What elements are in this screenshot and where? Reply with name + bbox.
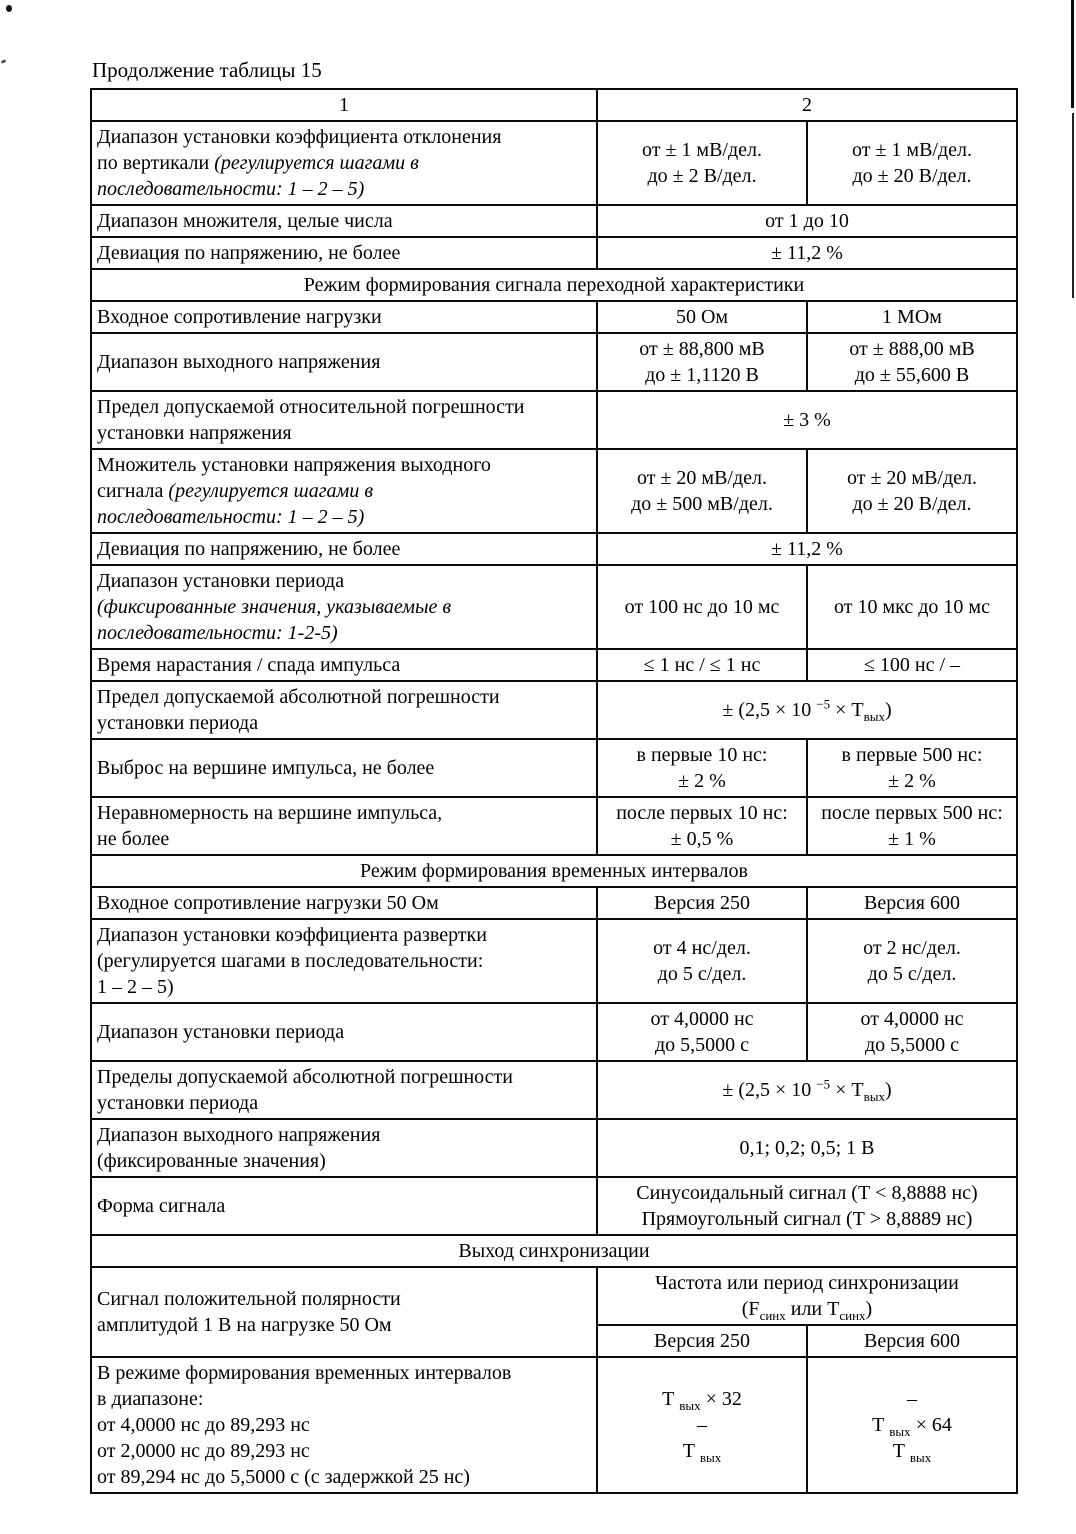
value-cell: ± 11,2 % [597, 237, 1017, 269]
section-title: Режим формирования временных интервалов [91, 855, 1017, 887]
value-cell: от ± 1 мВ/дел. до ± 20 В/дел. [807, 121, 1017, 205]
value-cell: Версия 600 [807, 887, 1017, 919]
value-cell: 1 МОм [807, 301, 1017, 333]
value-cell: от ± 888,00 мВ до ± 55,600 В [807, 333, 1017, 391]
row-label-cell: Неравномерность на вершине импульса, не более [91, 797, 597, 855]
value-cell: Версия 600 [807, 1325, 1017, 1357]
row-label-cell: Девиация по напряжению, не более [91, 533, 597, 565]
row-abs-error-1 [91, 681, 1017, 739]
row-voltage-multiplier [91, 449, 1017, 533]
value-cell: Версия 250 [597, 1325, 807, 1357]
row-output-voltage-range [91, 333, 1017, 391]
row-label-cell: Диапазон установки периода [91, 1003, 597, 1061]
value-cell: – Т $_{вых}$ × 64 Т $_{вых}$ [807, 1357, 1017, 1493]
row-label-cell: Диапазон выходного напряжения [91, 333, 597, 391]
value-cell: от 4,0000 нс до 5,5000 с [807, 1003, 1017, 1061]
sync-header-cell: Частота или период синхронизации ($F_{синх}$ или $Т_{синх}$) [597, 1267, 1017, 1325]
value-cell: от ± 20 мВ/дел. до ± 20 В/дел. [807, 449, 1017, 533]
column-number-1: 1 [91, 89, 597, 121]
value-cell: 50 Ом [597, 301, 807, 333]
value-cell: от 100 нс до 10 мс [597, 565, 807, 649]
value-cell: от ± 20 мВ/дел. до ± 500 мВ/дел. [597, 449, 807, 533]
row-load-resistance-1 [91, 301, 1017, 333]
row-label-cell: Диапазон множителя, целые числа [91, 205, 597, 237]
row-label-cell: Диапазон выходного напряжения (фиксированные значения) [91, 1119, 597, 1177]
row-label-cell: Входное сопротивление нагрузки [91, 301, 597, 333]
row-label-cell: Выброс на вершине импульса, не более [91, 739, 597, 797]
row-label-cell: Множитель установки напряжения выходного сигнала (регулируется шагами в последовательности: 1 – 2 – 5) [91, 449, 597, 533]
section-sync-output [91, 1235, 1017, 1267]
row-sweep-coefficient [91, 919, 1017, 1003]
row-label-cell: Предел допускаемой относительной погрешности установки напряжения [91, 391, 597, 449]
value-cell: Версия 250 [597, 887, 807, 919]
row-relative-error [91, 391, 1017, 449]
value-cell: 0,1; 0,2; 0,5; 1 В [597, 1119, 1017, 1177]
row-label-cell: Входное сопротивление нагрузки 50 Ом [91, 887, 597, 919]
row-flatness [91, 797, 1017, 855]
row-label-cell: В режиме формирования временных интервалов в диапазоне: от 4,0000 нс до 89,293 нс от 2,0000 нс до 89,293 нс от 89,294 нс до 5,5000 с (с задержкой 25 нс) [91, 1357, 597, 1493]
row-waveform [91, 1177, 1017, 1235]
value-cell: в первые 10 нс: ± 2 % [597, 739, 807, 797]
row-interval-sync [91, 1357, 1017, 1493]
row-period-range-1 [91, 565, 1017, 649]
row-label-cell: Предел допускаемой абсолютной погрешности установки периода [91, 681, 597, 739]
value-cell: в первые 500 нс: ± 2 % [807, 739, 1017, 797]
value-cell: после первых 10 нс: ± 0,5 % [597, 797, 807, 855]
row-label-cell: Время нарастания / спада импульса [91, 649, 597, 681]
row-column-numbers [91, 89, 1017, 121]
column-number-2: 2 [597, 89, 1017, 121]
scan-edge-line-bottom [1072, 113, 1074, 298]
row-overshoot [91, 739, 1017, 797]
value-cell: ± (2,5 × 10 $^{-5} \times Т_{вых}$) [597, 1061, 1017, 1119]
spec-table-body [91, 89, 1017, 1493]
row-multiplier-range [91, 205, 1017, 237]
value-cell: после первых 500 нс: ± 1 % [807, 797, 1017, 855]
value-cell: от 10 мкс до 10 мс [807, 565, 1017, 649]
row-label-cell: Форма сигнала [91, 1177, 597, 1235]
row-label-cell: Диапазон установки коэффициента отклонения по вертикали (регулируется шагами в последовательности: 1 – 2 – 5) [91, 121, 597, 205]
value-cell: ± 3 % [597, 391, 1017, 449]
row-voltage-deviation-1 [91, 237, 1017, 269]
row-sync-signal [91, 1267, 1017, 1325]
value-cell: ≤ 100 нс / – [807, 649, 1017, 681]
row-voltage-deviation-2 [91, 533, 1017, 565]
row-label-cell: Пределы допускаемой абсолютной погрешности установки периода [91, 1061, 597, 1119]
value-cell: ± (2,5 × 10 $^{-5} \times Т_{вых}$) [597, 681, 1017, 739]
value-cell: ± 11,2 % [597, 533, 1017, 565]
row-label-cell: Девиация по напряжению, не более [91, 237, 597, 269]
value-cell: от ± 1 мВ/дел. до ± 2 В/дел. [597, 121, 807, 205]
scan-edge-line-top [1071, 0, 1074, 108]
scan-artifact-dash [1, 59, 7, 64]
section-transient-mode [91, 269, 1017, 301]
value-cell: от 4 нс/дел. до 5 с/дел. [597, 919, 807, 1003]
spec-table [90, 88, 1018, 1494]
value-cell: от ± 88,800 мВ до ± 1,1120 В [597, 333, 807, 391]
section-title: Режим формирования сигнала переходной характеристики [91, 269, 1017, 301]
row-label-cell: Диапазон установки коэффициента развертки (регулируется шагами в последовательности: 1 – 2 – 5) [91, 919, 597, 1003]
row-vertical-deflection [91, 121, 1017, 205]
row-label-cell: Диапазон установки периода (фиксированные значения, указываемые в последовательности: 1-2-5) [91, 565, 597, 649]
value-cell: Синусоидальный сигнал (Т < 8,8888 нс) Прямоугольный сигнал (Т > 8,8889 нс) [597, 1177, 1017, 1235]
row-abs-error-2 [91, 1061, 1017, 1119]
table-caption: Продолжение таблицы 15 [92, 58, 322, 82]
row-rise-fall-time [91, 649, 1017, 681]
row-fixed-voltage [91, 1119, 1017, 1177]
scan-artifact-dot [6, 5, 12, 12]
section-title: Выход синхронизации [91, 1235, 1017, 1267]
value-cell: от 4,0000 нс до 5,5000 с [597, 1003, 807, 1061]
row-label-cell: Сигнал положительной полярности амплитудой 1 В на нагрузке 50 Ом [91, 1267, 597, 1357]
value-cell: Т $_{вых}$ × 32 – Т $_{вых}$ [597, 1357, 807, 1493]
value-cell: ≤ 1 нс / ≤ 1 нс [597, 649, 807, 681]
value-cell: от 1 до 10 [597, 205, 1017, 237]
value-cell: от 2 нс/дел. до 5 с/дел. [807, 919, 1017, 1003]
row-load-resistance-2 [91, 887, 1017, 919]
row-period-range-2 [91, 1003, 1017, 1061]
section-interval-mode [91, 855, 1017, 887]
